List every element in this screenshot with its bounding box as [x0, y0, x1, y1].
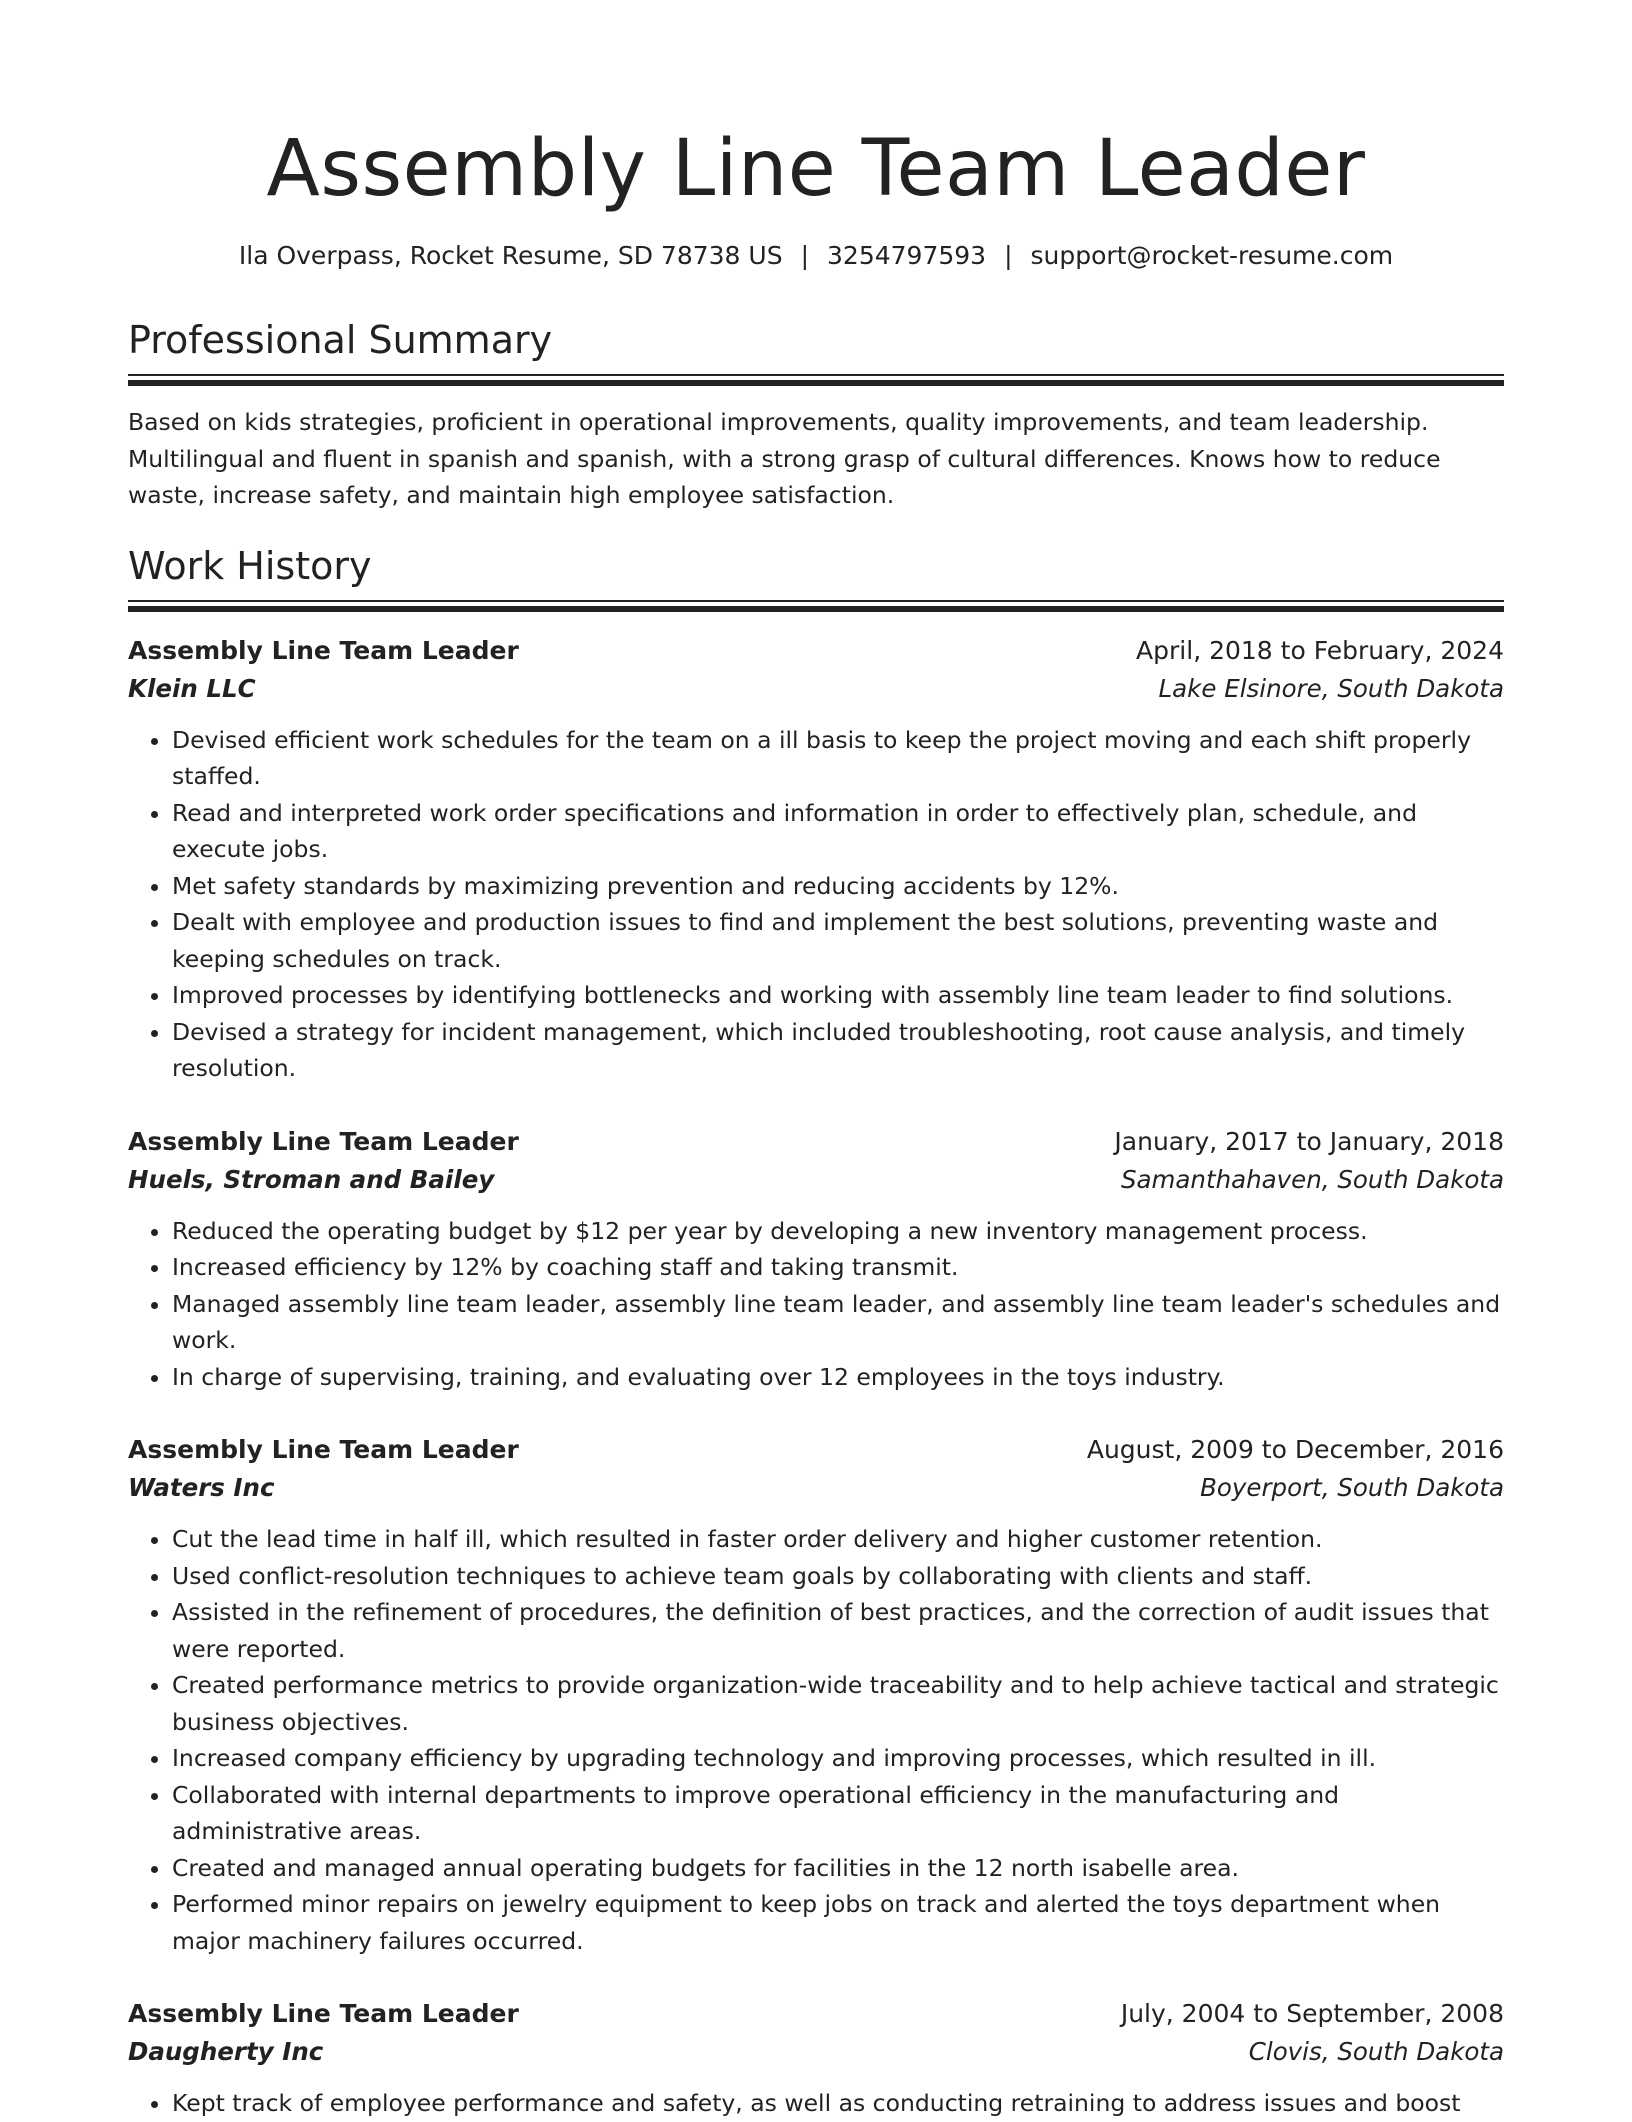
job-bullet: • Improved processes by identifying bottlenecks and working with assembly line team leader to find solutions. [172, 977, 1504, 1014]
job-title: Assembly Line Team Leader [128, 1126, 519, 1156]
section-heading: Work History [128, 543, 372, 588]
job-dates: April, 2018 to February, 2024 [1136, 635, 1504, 665]
summary-text: Based on kids strategies, proficient in operational improvements, quality improvements, and team leadership. Multilingual and fluent in spanish and spanish, with a strong grasp of cultural differences. Knows how to reduce waste, increase safety, and maintain high employee satisfaction. [128, 408, 1441, 509]
job-bullet: • Performed minor repairs on jewelry equipment to keep jobs on track and alerted the toys department when major machinery failures occurred. [172, 1886, 1504, 1959]
section-divider [128, 374, 1504, 386]
job-bullet: • Devised efficient work schedules for the team on a ill basis to keep the project moving and each shift properly staffed. [172, 722, 1504, 795]
job-bullet: • Created and managed annual operating budgets for facilities in the 12 north isabelle area. [172, 1850, 1504, 1887]
job-company: Huels, Stroman and Bailey [128, 1164, 495, 1194]
job-bullet: • Assisted in the refinement of procedures, the definition of best practices, and the correction of audit issues that were reported. [172, 1594, 1504, 1667]
job-company: Waters Inc [128, 1473, 275, 1502]
job-bullet: • Dealt with employee and production issues to find and implement the best solutions, preventing waste and keeping schedules on track. [172, 904, 1504, 977]
job-bullet: • Increased efficiency by 12% by coaching staff and taking transmit. [172, 1249, 1504, 1286]
job-header-row [128, 1431, 1504, 1469]
job-company-row [128, 1469, 1504, 1507]
job-dates: January, 2017 to January, 2018 [1114, 1126, 1504, 1156]
job-title: Assembly Line Team Leader [128, 1435, 519, 1464]
job-location: Samanthahaven, South Dakota [1120, 1164, 1504, 1194]
job-bullet: • In charge of supervising, training, and evaluating over 12 employees in the toys industry. [172, 1359, 1504, 1396]
job-dates: August, 2009 to December, 2016 [1086, 1435, 1504, 1464]
job-bullet-list [128, 1521, 1504, 1959]
job-entry [128, 632, 1504, 1087]
job-location: Clovis, South Dakota [1248, 2037, 1504, 2066]
job-title: Assembly Line Team Leader [128, 1999, 519, 2028]
job-company-row [128, 2033, 1504, 2071]
job-header-row [128, 632, 1504, 670]
job-entry [128, 1123, 1504, 1396]
resume-page [128, 0, 1504, 2122]
resume-title: Assembly Line Team Leader [266, 124, 1366, 214]
job-location: Lake Elsinore, South Dakota [1158, 673, 1504, 703]
job-bullet: • Used conflict-resolution techniques to achieve team goals by collaborating with clients and staff. [172, 1558, 1504, 1595]
work-history-section [128, 542, 1504, 2122]
contact-separator: | [1004, 241, 1013, 270]
job-company: Daugherty Inc [128, 2037, 324, 2066]
section-divider [128, 600, 1504, 612]
job-bullet: • Kept track of employee performance and safety, as well as conducting retraining to address issues and boost [172, 2085, 1504, 2122]
job-bullet-list [128, 1213, 1504, 1396]
job-dates: July, 2004 to September, 2008 [1120, 1999, 1504, 2028]
job-bullet-list [128, 722, 1504, 1087]
job-company-row [128, 670, 1504, 708]
job-company-row [128, 1161, 1504, 1199]
job-title: Assembly Line Team Leader [128, 635, 519, 665]
job-bullet-list [128, 2085, 1504, 2122]
job-bullet: • Devised a strategy for incident management, which included troubleshooting, root cause analysis, and timely resolution. [172, 1014, 1504, 1087]
job-entry [128, 1995, 1504, 2122]
section-heading: Professional Summary [128, 318, 553, 362]
job-bullet: • Increased company efficiency by upgrading technology and improving processes, which resulted in ill. [172, 1740, 1504, 1777]
job-bullet: • Created performance metrics to provide organization-wide traceability and to help achieve tactical and strategic business objectives. [172, 1667, 1504, 1740]
job-bullet: • Managed assembly line team leader, assembly line team leader, and assembly line team leader's schedules and work. [172, 1286, 1504, 1359]
job-header-row [128, 1123, 1504, 1161]
job-location: Boyerport, South Dakota [1200, 1473, 1504, 1502]
job-entry [128, 1431, 1504, 1959]
contact-line [128, 238, 1504, 274]
job-bullet: • Reduced the operating budget by $12 per year by developing a new inventory management process. [172, 1213, 1504, 1250]
professional-summary-section [128, 316, 1504, 514]
job-bullet: • Cut the lead time in half ill, which resulted in faster order delivery and higher customer retention. [172, 1521, 1504, 1558]
contact-separator: | [800, 241, 810, 270]
job-bullet: • Collaborated with internal departments to improve operational efficiency in the manufacturing and administrative areas. [172, 1777, 1504, 1850]
job-company: Klein LLC [128, 673, 256, 703]
job-bullet: • Met safety standards by maximizing prevention and reducing accidents by 12%. [172, 868, 1504, 905]
contact-email: support@rocket-resume.com [1030, 241, 1394, 270]
job-bullet: • Read and interpreted work order specifications and information in order to effectively plan, schedule, and execute jobs. [172, 795, 1504, 868]
contact-address: Ila Overpass, Rocket Resume, SD 78738 US [238, 241, 783, 270]
job-header-row [128, 1995, 1504, 2033]
contact-phone: 3254797593 [827, 241, 987, 270]
